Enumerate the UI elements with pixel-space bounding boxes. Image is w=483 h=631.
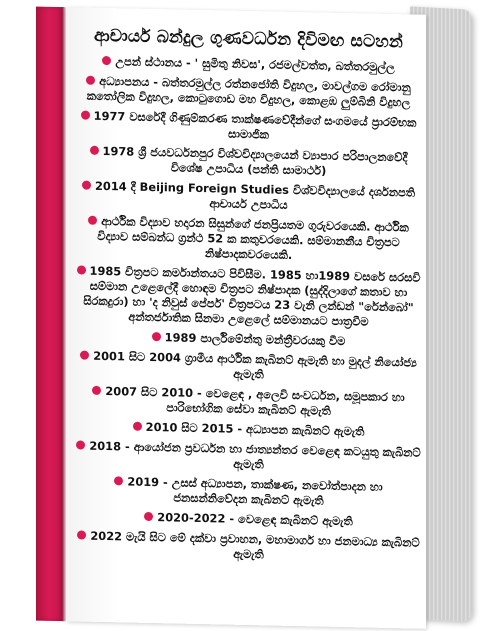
list-item-text: 2019 - උසස් අධ්‍යාපන, තාක්ෂණ, නවෝත්පාදන හා ජනසන්නිවේදන කැබිනට් ඇමැති <box>127 474 383 508</box>
pink-dot-icon <box>76 440 85 449</box>
list-item <box>76 213 421 265</box>
list-item <box>76 348 421 385</box>
pink-dot-icon <box>80 351 89 360</box>
pink-dot-icon <box>88 216 97 225</box>
pink-dot-icon <box>152 332 161 341</box>
list-item <box>76 528 421 565</box>
list-item-text: 2001 සිට 2004 ග්‍රාමීය ආර්ථික කැබිනට් ඇමැති හා මුදල් නියෝජ්‍ය ඇමැති <box>93 348 417 382</box>
pink-dot-icon <box>133 422 142 431</box>
list-item <box>76 53 421 75</box>
list-item-text: 2020-2022 - වෙළෙඳ කැබිනට් ඇමැති <box>157 510 353 529</box>
pink-dot-icon <box>92 386 101 395</box>
pink-dot-icon <box>90 146 99 155</box>
list-item <box>76 438 421 475</box>
list-item-text: 1989 පාර්ලිමේන්තු මන්ත්‍රීවරයකු වීම <box>164 330 346 349</box>
list-item <box>76 473 421 510</box>
pink-dot-icon <box>144 512 153 521</box>
list-item-text: 2022 මැයි සිට මේ දක්වා ප්‍රවාහන, මහාමාර්ග හා ජනමාධ්‍ය කැබිනට් ඇමැති <box>90 528 420 562</box>
list-item-text: 2010 සිට 2015 - අධ්‍යාපන කැබිනට් ඇමැති <box>145 419 365 439</box>
list-item <box>76 108 421 145</box>
pink-dot-icon <box>102 56 111 65</box>
timeline-list <box>76 53 421 565</box>
list-item-text: 1985 චිත්‍රපට කර්මාන්තයට පිවිසීම. 1985 හා1989 වසරේ සරසවි සම්මාන උළෙලේදී හොඳම චිත්‍රපට නිෂ්පාදක (සුද්දිලාගේ කතාව හා සිරකදුරා) හා 'ද නිවුස් පේපර්' චිත්‍රපටය 23 වැනි ලන්ඩන් "රේන්බෝ" අන්තර්ජාතික සිනමා උළෙලේ සම්මානයට පාත්‍රවීම <box>83 263 421 329</box>
list-item-text: 2018 - ආයෝජන ප්‍රවර්ධන හා ජාත්‍යන්තර වෙළෙඳ කටයුතු කැබිනට් ඇමැති <box>89 438 421 472</box>
list-item-text: ආර්ථික විද්‍යාව හදාරන සිසුන්ගේ ජනප්‍රියතම ගුරුවරයෙකි. ආර්ථික විද්‍යාව සම්බන්ධ ග්‍රන්ථ 52 ක කතුවරයෙකි. සම්මානනීය චිත්‍රපට නිෂ්පාදකවරයෙකි. <box>97 213 409 262</box>
list-item <box>76 383 421 420</box>
list-item-text: උපන් ස්ථානය - ' සුමිතු නිවස', රජමල්වත්ත, බත්තරමුල්ල <box>115 54 395 75</box>
page-title: ආචාර්ය බන්දුල ගුණවර්ධන දිවිමඟ සටහන් <box>94 25 403 53</box>
pink-dot-icon <box>114 476 123 485</box>
list-item <box>76 73 421 110</box>
list-item-text: 2007 සිට 2010 - වෙළෙඳ , අලෙවි සංවර්ධන, සමූපකාර හා පාරිභෝගික සේවා කැබිනට් ඇමැති <box>105 384 405 418</box>
cover-content <box>76 25 421 570</box>
pink-dot-icon <box>77 530 86 539</box>
book <box>8 6 438 629</box>
list-item <box>76 328 421 350</box>
pink-dot-icon <box>81 111 90 120</box>
list-item <box>76 508 421 530</box>
list-item-text: 1977 වසරේදී ගිණුම්කරණ තාක්ෂණවේදීන්ගේ සංගමයේ ප්‍රාරම්භක සාමාජික <box>93 108 417 142</box>
book-spine <box>36 7 64 622</box>
list-item <box>76 143 421 180</box>
list-item <box>76 263 421 330</box>
list-item-text: අධ්‍යාපනය - බත්තරමුල්ල රත්නජෝති විදුහල, මාවල්ගම රෝමානු කතෝලික විදුහල, කොටුගොඩ මහ විදුහල, කොළඹ ලුම්බිනි විදුහල <box>86 73 411 110</box>
list-item-text: 2014 දී Beijing Foreign Studies විශ්වවිද්‍යාලයේ දර්ශනපති ආචාර්ය උපාධිය <box>94 178 416 212</box>
list-item <box>76 418 421 440</box>
pink-dot-icon <box>86 76 95 85</box>
book-cover <box>66 7 426 629</box>
pink-dot-icon <box>82 181 91 190</box>
list-item <box>76 178 421 215</box>
pink-dot-icon <box>77 265 86 274</box>
list-item-text: 1978 ශ්‍රී ජයවර්ධනපුර විශ්වවිද්‍යාලයෙන් ව්‍යාපාර පරිපාලනවේදී විශේෂ උපාධිය (පන්ති සාමාර්ථ) <box>102 143 408 178</box>
